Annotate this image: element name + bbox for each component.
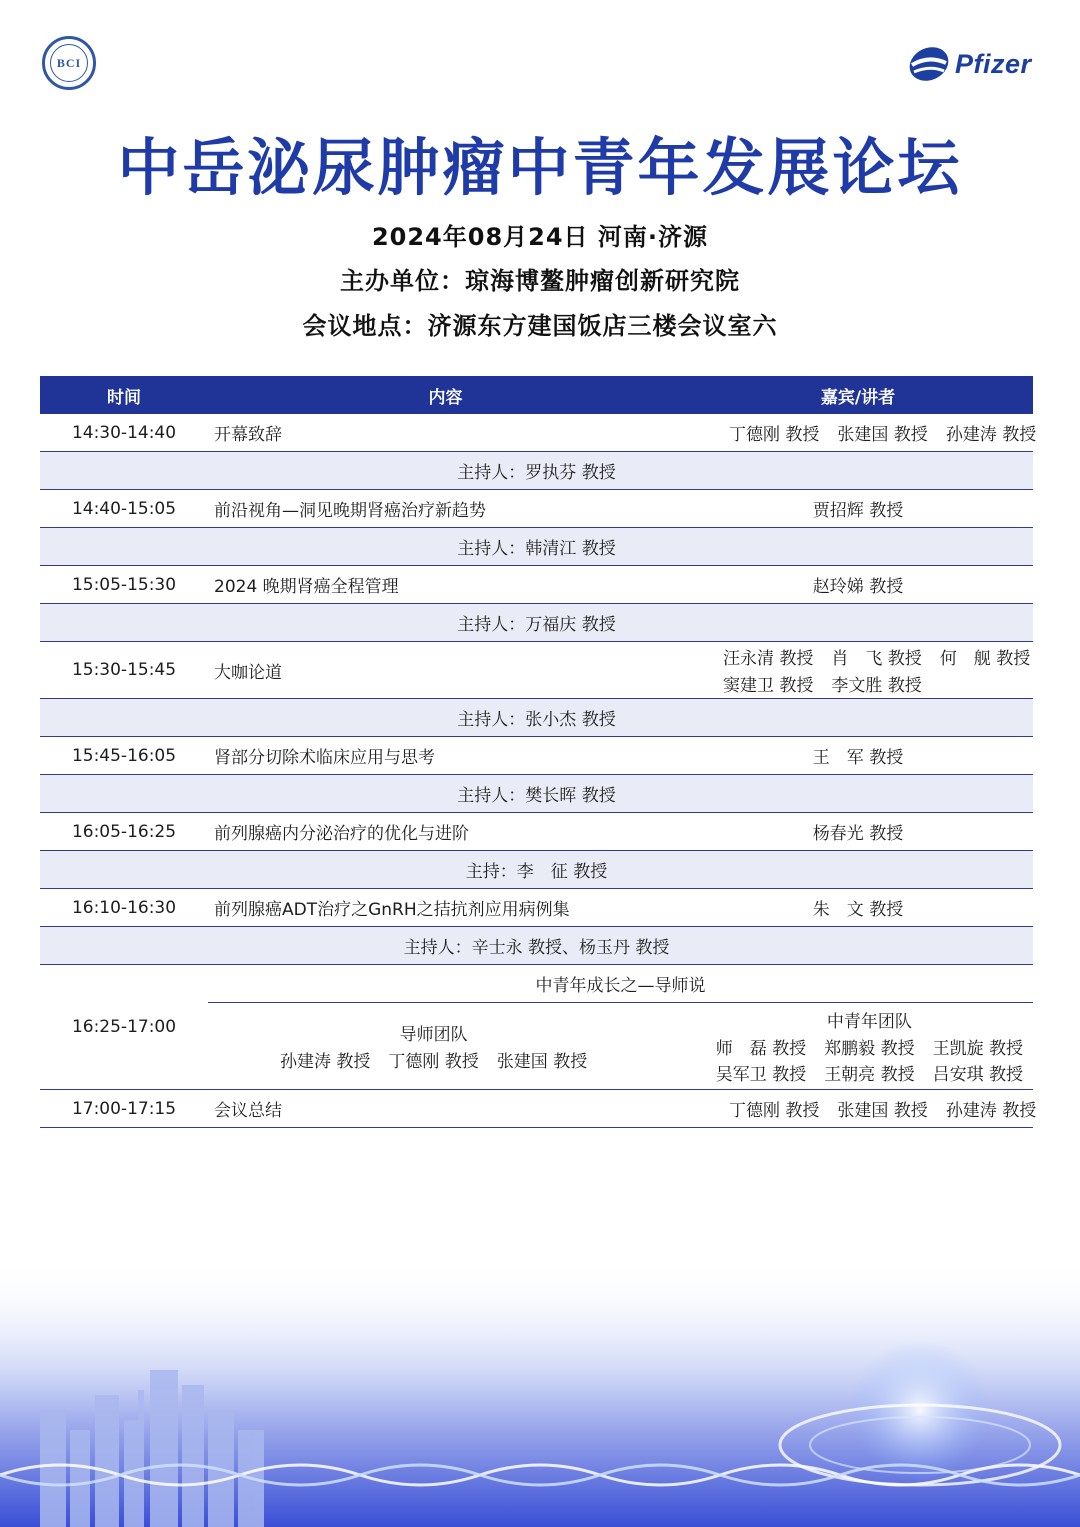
host-row [40, 851, 1033, 889]
row-content: 2024 晚期肾癌全程管理 [208, 566, 683, 604]
row-time: 16:10-16:30 [40, 889, 208, 927]
host-text: 主持人：张小杰 教授 [40, 699, 1033, 737]
header-content: 内容 [208, 376, 683, 414]
organizer: 主办单位：琼海博鳌肿瘤创新研究院 [340, 267, 740, 295]
pfizer-wordmark: Pfizer [955, 48, 1032, 79]
bci-logo-text: BCI [50, 44, 88, 82]
youth-member: 吕安琪 教授 [932, 1065, 1023, 1085]
row-time: 15:05-15:30 [40, 566, 208, 604]
speaker: 丁德刚 教授 [729, 425, 820, 445]
schedule-table [40, 376, 1037, 1128]
row-speaker: 赵玲娣 教授 [683, 566, 1033, 604]
speaker: 张建国 教授 [837, 1101, 928, 1121]
youth-team [716, 1007, 1023, 1085]
table-row [40, 889, 1033, 927]
speaker: 肖 飞 教授 [831, 649, 922, 669]
table-row [40, 414, 1033, 452]
row-time: 15:45-16:05 [40, 737, 208, 775]
row-content: 大咖论道 [208, 642, 683, 699]
row-speaker: 王 军 教授 [683, 737, 1033, 775]
host-text: 主持人：万福庆 教授 [40, 604, 1033, 642]
speaker: 窦建卫 教授 [723, 676, 814, 696]
row-content: 肾部分切除术临床应用与思考 [208, 737, 683, 775]
host-text: 主持人：罗执芬 教授 [40, 452, 1033, 490]
row-time: 15:30-15:45 [40, 642, 208, 699]
header-speaker: 嘉宾/讲者 [683, 376, 1033, 414]
row-content: 前沿视角—洞见晚期肾癌治疗新趋势 [208, 490, 683, 528]
host-row [40, 775, 1033, 813]
table-row [40, 737, 1033, 775]
row-time: 14:40-15:05 [40, 490, 208, 528]
row-speaker: 贾招辉 教授 [683, 490, 1033, 528]
mentor-subtitle: 中青年成长之—导师说 [208, 965, 1033, 1003]
speaker: 张建国 教授 [837, 425, 928, 445]
header-time: 时间 [40, 376, 208, 414]
host-row [40, 699, 1033, 737]
host-row [40, 452, 1033, 490]
youth-member: 郑鹏毅 教授 [824, 1039, 915, 1059]
speaker: 何 舰 教授 [939, 649, 1031, 669]
host-row [40, 604, 1033, 642]
youth-member: 师 磊 教授 [715, 1039, 807, 1059]
table-row [40, 813, 1033, 851]
speaker: 李文胜 教授 [831, 676, 922, 696]
speaker: 孙建涛 教授 [945, 1101, 1037, 1121]
speaker: 汪永清 教授 [723, 649, 814, 669]
host-text: 主持：李 征 教授 [40, 851, 1033, 889]
row-time: 17:00-17:15 [40, 1090, 208, 1128]
table-row [40, 566, 1033, 604]
row-speaker: 朱 文 教授 [683, 889, 1033, 927]
mentor-team [280, 1020, 587, 1072]
host-text: 主持人：辛士永 教授、杨玉丹 教授 [40, 927, 1033, 965]
host-row [40, 528, 1033, 566]
bci-logo [42, 36, 96, 90]
table-row [40, 965, 1033, 1003]
speaker: 孙建涛 教授 [945, 425, 1037, 445]
row-content: 前列腺癌内分泌治疗的优化与进阶 [208, 813, 683, 851]
row-time: 16:25-17:00 [40, 965, 208, 1090]
city-dna-illustration [0, 1260, 1080, 1527]
row-content: 开幕致辞 [208, 414, 683, 452]
page-title: 中岳泌尿肿瘤中青年发展论坛 [117, 131, 963, 204]
table-row [40, 490, 1033, 528]
pfizer-mark-icon [906, 41, 952, 87]
row-time: 14:30-14:40 [40, 414, 208, 452]
row-time: 16:05-16:25 [40, 813, 208, 851]
youth-team-title: 中青年团队 [826, 1012, 912, 1032]
mentor: 张建国 教授 [496, 1052, 588, 1072]
table-row [40, 1090, 1033, 1128]
youth-member: 吴军卫 教授 [715, 1065, 807, 1085]
mentor-team-title: 导师团队 [399, 1025, 468, 1045]
mentor: 孙建涛 教授 [280, 1052, 371, 1072]
table-header [40, 376, 1033, 414]
date-place: 2024年08月24日 河南·济源 [371, 223, 709, 251]
host-text: 主持人：韩清江 教授 [40, 528, 1033, 566]
host-text: 主持人：樊长晖 教授 [40, 775, 1033, 813]
host-row [40, 927, 1033, 965]
table-row [40, 642, 1033, 699]
mentor: 丁德刚 教授 [388, 1052, 479, 1072]
venue: 会议地点：济源东方建国饭店三楼会议室六 [302, 312, 778, 340]
speaker: 丁德刚 教授 [729, 1101, 820, 1121]
pfizer-logo [906, 38, 1036, 90]
row-content: 会议总结 [208, 1090, 683, 1128]
youth-member: 王凯旋 教授 [932, 1039, 1023, 1059]
row-content: 前列腺癌ADT治疗之GnRH之拮抗剂应用病例集 [208, 889, 683, 927]
youth-member: 王朝亮 教授 [824, 1065, 915, 1085]
row-speaker: 杨春光 教授 [683, 813, 1033, 851]
